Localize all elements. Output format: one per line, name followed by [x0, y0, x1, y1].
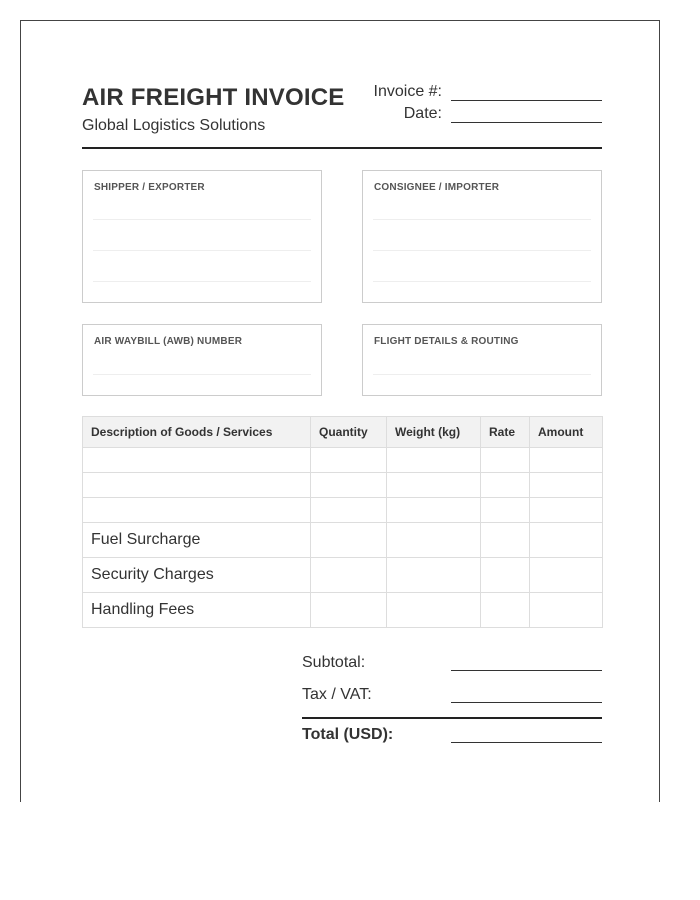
table-row — [83, 448, 603, 473]
date-label: Date: — [403, 105, 442, 122]
total-row — [302, 726, 602, 748]
shipper-box[interactable] — [82, 170, 322, 303]
consignee-label: CONSIGNEE / IMPORTER — [374, 182, 500, 193]
consignee-box[interactable] — [362, 170, 602, 303]
column-header-description: Description of Goods / Services — [83, 417, 311, 448]
table-cell[interactable] — [530, 593, 603, 628]
table-row — [83, 473, 603, 498]
invoice-number-row — [361, 83, 602, 103]
consignee-line — [373, 219, 591, 220]
consignee-line — [373, 250, 591, 251]
line-items-table — [82, 416, 603, 628]
invoice-number-field[interactable] — [451, 100, 602, 101]
table-row — [83, 498, 603, 523]
table-cell[interactable] — [387, 523, 481, 558]
header-divider — [82, 147, 602, 149]
column-header-weight: Weight (kg) — [387, 417, 481, 448]
awb-line — [93, 374, 311, 375]
table-cell[interactable] — [311, 523, 387, 558]
tax-label: Tax / VAT: — [302, 686, 372, 703]
invoice-number-label: Invoice #: — [373, 83, 442, 100]
column-header-quantity: Quantity — [311, 417, 387, 448]
invoice-sheet — [20, 20, 660, 802]
totals-divider — [302, 717, 602, 719]
fuel-surcharge-label: Fuel Surcharge — [83, 523, 311, 558]
table-cell[interactable] — [311, 448, 387, 473]
table-cell[interactable] — [83, 448, 311, 473]
table-cell[interactable] — [481, 593, 530, 628]
table-cell[interactable] — [530, 473, 603, 498]
table-cell[interactable] — [530, 523, 603, 558]
awb-box[interactable] — [82, 324, 322, 396]
table-cell[interactable] — [387, 593, 481, 628]
handling-fees-row — [83, 593, 603, 628]
table-header-row — [83, 417, 603, 448]
table-cell[interactable] — [481, 448, 530, 473]
total-label: Total (USD): — [302, 726, 394, 743]
tax-row — [302, 686, 602, 708]
security-charges-label: Security Charges — [83, 558, 311, 593]
table-cell[interactable] — [530, 448, 603, 473]
table-cell[interactable] — [481, 558, 530, 593]
consignee-line — [373, 281, 591, 282]
table-cell[interactable] — [311, 498, 387, 523]
table-cell[interactable] — [387, 448, 481, 473]
shipper-line — [93, 219, 311, 220]
invoice-title: AIR FREIGHT INVOICE — [82, 84, 345, 111]
subtotal-row — [302, 654, 602, 676]
handling-fees-label: Handling Fees — [83, 593, 311, 628]
flight-box[interactable] — [362, 324, 602, 396]
total-field[interactable] — [451, 742, 602, 743]
table-cell[interactable] — [481, 523, 530, 558]
awb-label: AIR WAYBILL (AWB) NUMBER — [94, 336, 243, 347]
table-cell[interactable] — [311, 593, 387, 628]
table-cell[interactable] — [311, 473, 387, 498]
table-cell[interactable] — [387, 498, 481, 523]
date-row — [361, 105, 602, 125]
table-cell[interactable] — [481, 498, 530, 523]
shipper-label: SHIPPER / EXPORTER — [94, 182, 205, 193]
table-cell[interactable] — [530, 558, 603, 593]
date-field[interactable] — [451, 122, 602, 123]
subtotal-field[interactable] — [451, 670, 602, 671]
table-cell[interactable] — [530, 498, 603, 523]
table-cell[interactable] — [83, 498, 311, 523]
flight-label: FLIGHT DETAILS & ROUTING — [374, 336, 519, 347]
flight-line — [373, 374, 591, 375]
tax-field[interactable] — [451, 702, 602, 703]
company-name: Global Logistics Solutions — [82, 117, 266, 134]
table-cell[interactable] — [311, 558, 387, 593]
table-cell[interactable] — [387, 473, 481, 498]
table-cell[interactable] — [387, 558, 481, 593]
security-charges-row — [83, 558, 603, 593]
column-header-rate: Rate — [481, 417, 530, 448]
subtotal-label: Subtotal: — [302, 654, 366, 671]
table-cell[interactable] — [83, 473, 311, 498]
column-header-amount: Amount — [530, 417, 603, 448]
shipper-line — [93, 281, 311, 282]
shipper-line — [93, 250, 311, 251]
fuel-surcharge-row — [83, 523, 603, 558]
table-cell[interactable] — [481, 473, 530, 498]
